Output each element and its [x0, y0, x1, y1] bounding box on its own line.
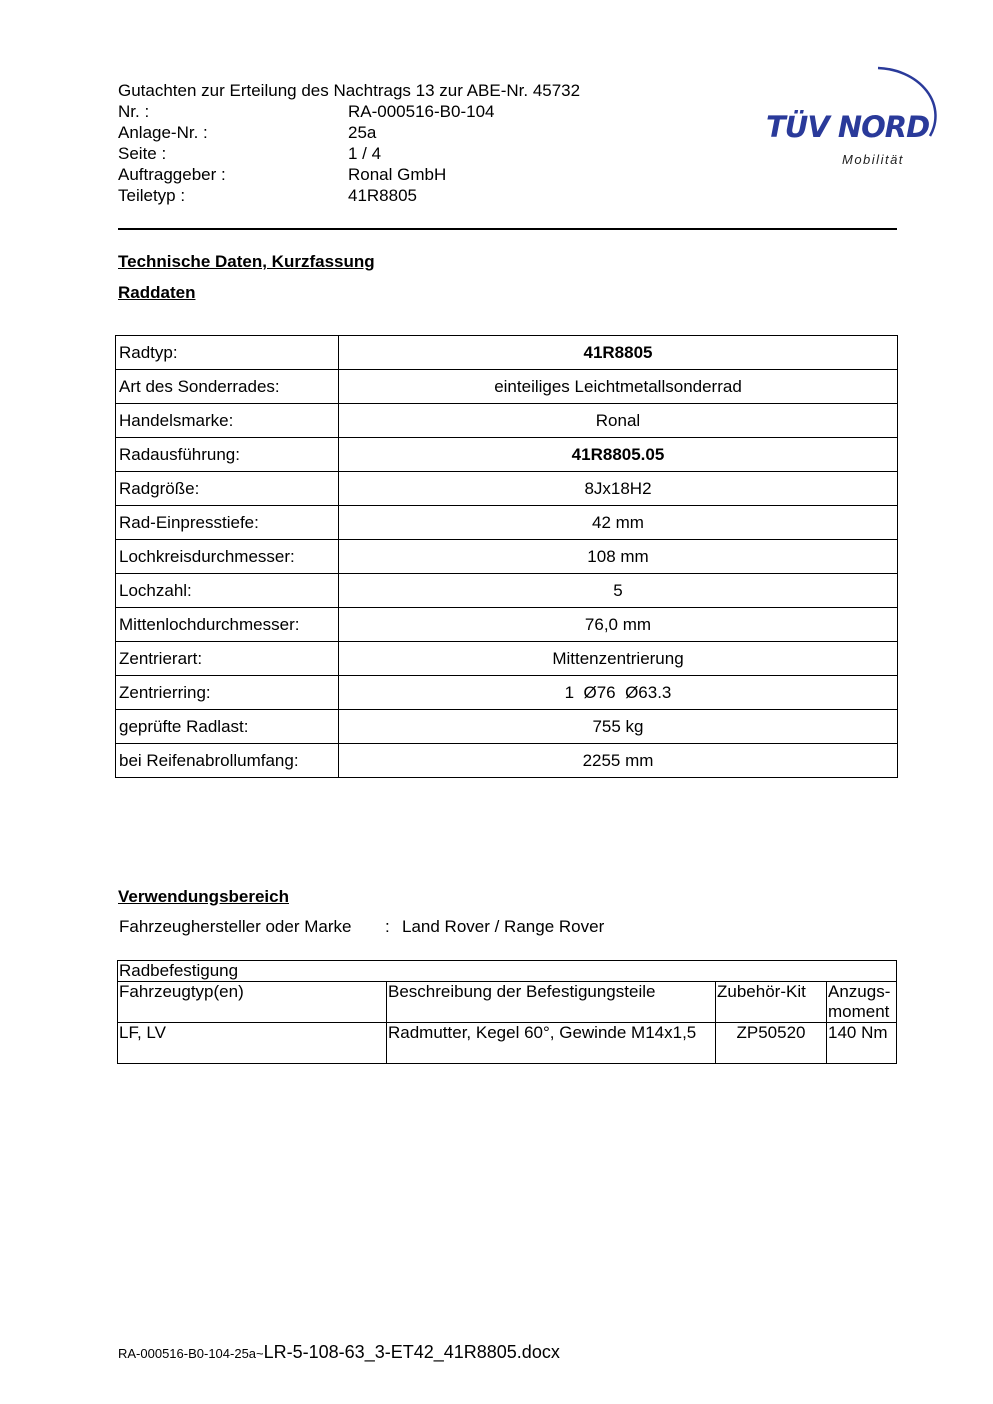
befestigung-title: Radbefestigung	[118, 961, 897, 982]
row-value: Ronal	[339, 404, 898, 438]
table-row	[116, 370, 898, 404]
row-value: 8Jx18H2	[339, 472, 898, 506]
column-header: Anzugs-moment	[827, 982, 897, 1023]
header-value: 1 / 4	[348, 144, 382, 163]
table-row	[118, 1023, 897, 1064]
table-row	[116, 472, 898, 506]
header-value: 25a	[348, 123, 377, 142]
row-label: Rad-Einpresstiefe:	[116, 506, 339, 540]
table-row	[116, 676, 898, 710]
column-header: Zubehör-Kit	[716, 982, 827, 1023]
header-divider	[118, 228, 897, 230]
row-value: 1 Ø76 Ø63.3	[339, 676, 898, 710]
raddaten-table	[115, 335, 898, 778]
header-value: 41R8805	[348, 186, 418, 205]
table-cell: ZP50520	[716, 1023, 827, 1064]
row-label: Mittenlochdurchmesser:	[116, 608, 339, 642]
row-label: Radtyp:	[116, 336, 339, 370]
row-label: Zentrierart:	[116, 642, 339, 676]
header-label: Nr. :	[118, 102, 150, 121]
table-row	[116, 642, 898, 676]
row-value: 41R8805	[339, 336, 898, 370]
row-value: 2255 mm	[339, 744, 898, 778]
row-label: geprüfte Radlast:	[116, 710, 339, 744]
table-row	[116, 506, 898, 540]
row-value: 76,0 mm	[339, 608, 898, 642]
document-title: Gutachten zur Erteilung des Nachtrags 13 zur ABE-Nr. 45732	[118, 81, 581, 100]
tuv-nord-logo	[760, 58, 950, 173]
row-label: Lochzahl:	[116, 574, 339, 608]
table-row	[116, 574, 898, 608]
header-row-anlage	[118, 122, 580, 143]
logo-subtitle: Mobilität	[842, 152, 904, 167]
row-value: einteiliges Leichtmetallsonderrad	[339, 370, 898, 404]
table-header-row	[118, 982, 897, 1023]
hersteller-line	[119, 917, 604, 937]
row-value: 42 mm	[339, 506, 898, 540]
befestigung-table	[117, 960, 897, 1064]
document-footer	[118, 1342, 560, 1363]
table-row	[116, 404, 898, 438]
logo-wordmark: TÜV NORD	[766, 110, 930, 144]
table-cell: LF, LV	[118, 1023, 387, 1064]
header-value: RA-000516-B0-104	[348, 102, 495, 121]
section-subtitle: Raddaten	[118, 283, 196, 302]
column-header: Beschreibung der Befestigungsteile	[387, 982, 716, 1023]
footer-filename: LR-5-108-63_3-ET42_41R8805.docx	[263, 1342, 560, 1362]
header-row-seite	[118, 143, 580, 164]
document-header	[118, 80, 580, 206]
header-label: Anlage-Nr. :	[118, 123, 208, 142]
table-title-row	[118, 961, 897, 982]
row-value: 755 kg	[339, 710, 898, 744]
header-label: Teiletyp :	[118, 186, 186, 205]
hersteller-value: Land Rover / Range Rover	[402, 917, 605, 936]
header-row-nr	[118, 101, 580, 122]
row-label: bei Reifenabrollumfang:	[116, 744, 339, 778]
row-label: Art des Sonderrades:	[116, 370, 339, 404]
section-title: Technische Daten, Kurzfassung	[118, 252, 375, 271]
row-value: 41R8805.05	[339, 438, 898, 472]
table-row	[116, 710, 898, 744]
table-cell: 140 Nm	[827, 1023, 897, 1064]
column-header: Fahrzeugtyp(en)	[118, 982, 387, 1023]
header-label: Seite :	[118, 144, 167, 163]
row-value: 108 mm	[339, 540, 898, 574]
hersteller-label: Fahrzeughersteller oder Marke	[119, 917, 352, 936]
row-label: Radgröße:	[116, 472, 339, 506]
header-value: Ronal GmbH	[348, 165, 447, 184]
row-value: 5	[339, 574, 898, 608]
row-label: Zentrierring:	[116, 676, 339, 710]
footer-reference: RA-000516-B0-104-25a~	[118, 1346, 264, 1361]
header-row-teiletyp	[118, 185, 580, 206]
row-label: Lochkreisdurchmesser:	[116, 540, 339, 574]
header-label: Auftraggeber :	[118, 165, 226, 184]
table-row	[116, 336, 898, 370]
table-row	[116, 744, 898, 778]
hersteller-separator: :	[385, 917, 390, 936]
row-value: Mittenzentrierung	[339, 642, 898, 676]
row-label: Handelsmarke:	[116, 404, 339, 438]
table-cell: Radmutter, Kegel 60°, Gewinde M14x1,5	[387, 1023, 716, 1064]
verwendungsbereich-title: Verwendungsbereich	[118, 887, 289, 906]
table-row	[116, 540, 898, 574]
table-row	[116, 608, 898, 642]
row-label: Radausführung:	[116, 438, 339, 472]
header-row-auftraggeber	[118, 164, 580, 185]
table-row	[116, 438, 898, 472]
